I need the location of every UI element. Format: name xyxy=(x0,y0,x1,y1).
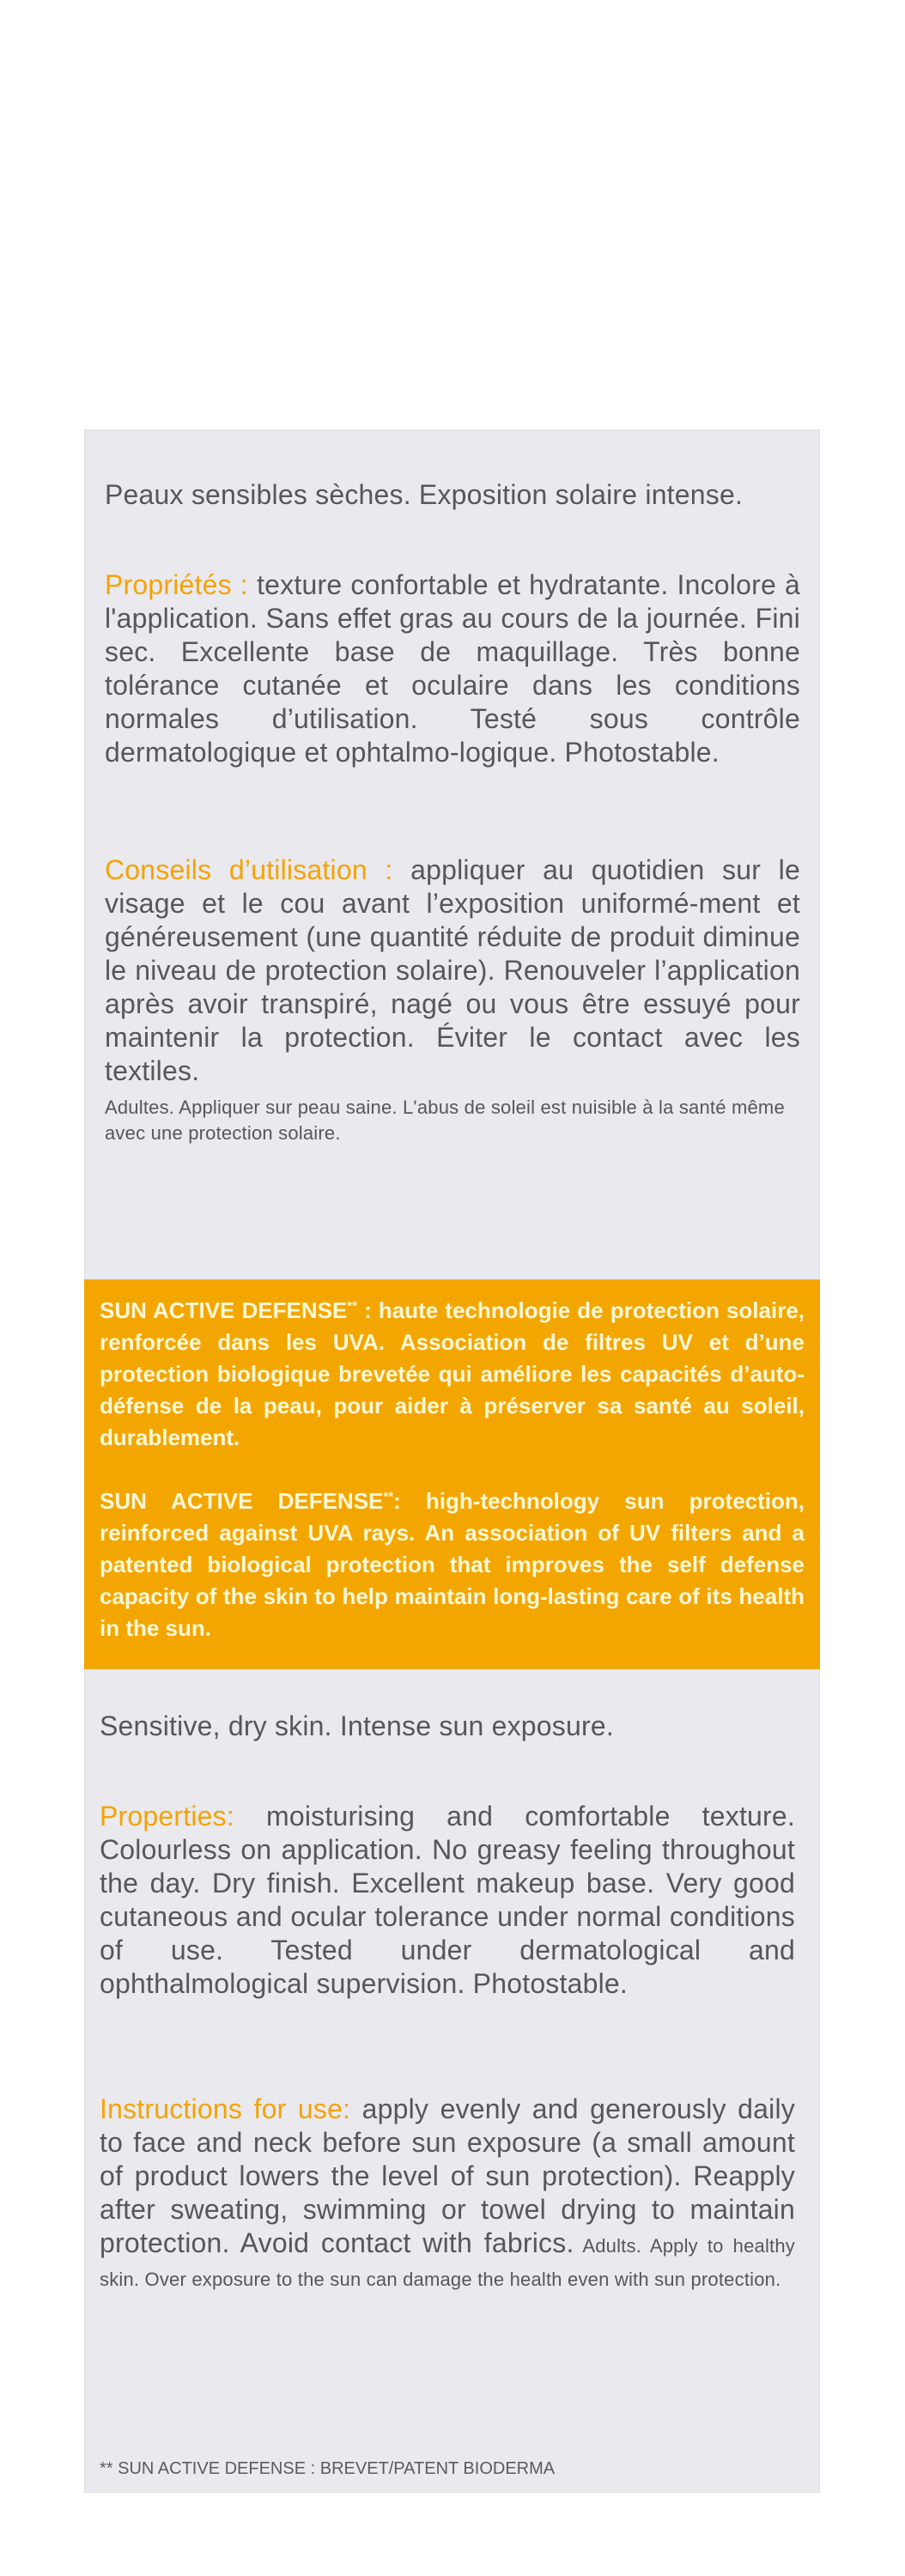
english-skin-type xyxy=(100,1709,795,1743)
english-skin-type-text: Sensitive, dry skin. Intense sun exposure. xyxy=(100,1710,614,1741)
english-usage-label: Instructions for use: xyxy=(100,2093,351,2124)
banner-english-description xyxy=(100,1485,805,1644)
french-skin-type xyxy=(105,477,800,512)
french-usage-text: appliquer au quotidien sur le visage et le cou avant l’exposition uniformé-ment et généreusement (une quantité réduite de produit diminue le niveau de protection solaire). Renouveler l’application après avoir transpiré, nagé ou vous être essuyé pour maintenir la protection. Éviter le contact avec les textiles. xyxy=(105,854,800,1086)
english-properties-text: moisturising and comfortable texture. Colourless on application. No greasy feeling throughout the day. Dry finish. Excellent makeup base. Very good cutaneous and ocular tolerance under normal conditions of use. Tested under dermatological and ophthalmological supervision. Photostable. xyxy=(100,1801,795,1999)
banner-french-brand xyxy=(100,1297,357,1323)
english-warning-text: Adults. Apply to healthy skin. Over exposure to the sun can damage the health even with sun protection. xyxy=(100,2235,795,2290)
patent-footnote-text: ** SUN ACTIVE DEFENSE : BREVET/PATENT BIODERMA xyxy=(100,2459,556,2478)
french-properties-text: texture confortable et hydratante. Incolore à l'application. Sans effet gras au cours de la journée. Fini sec. Excellente base de maquillage. Très bonne tolérance cutanée et oculaire dans les conditions normales d’utilisation. Testé sous contrôle dermatologique et ophtalmo-logique. Photostable. xyxy=(105,569,801,768)
french-properties-block xyxy=(105,568,800,769)
sunscreen-box-panel xyxy=(84,429,820,2493)
french-warning-text: Adultes. Appliquer sur peau saine. L'abus de soleil est nuisible à la santé même avec une protection solaire. xyxy=(105,1097,785,1144)
banner-french-text: : haute technologie de protection solaire, renforcée dans les UVA. Association de filtres UV et d’une protection biologique brevetée qui améliore les capacités d’auto-défense de la peau, pour aider à préserver sa santé au soleil, durablement. xyxy=(100,1297,805,1450)
english-properties-block xyxy=(100,1800,795,2001)
english-usage-block xyxy=(100,2093,795,2293)
english-properties-label: Properties: xyxy=(100,1801,234,1832)
banner-english-text: : high-technology sun protection, reinforced against UVA rays. An association of UV filters and a patented biological protection that improves the self defense capacity of the skin to help maintain long-lasting care of its health in the sun. xyxy=(100,1488,805,1641)
french-properties-label: Propriétés : xyxy=(105,569,249,600)
banner-english-brand xyxy=(100,1488,393,1514)
french-warning xyxy=(105,1095,800,1146)
banner-english-asterisks: ** xyxy=(383,1489,394,1504)
french-skin-type-text: Peaux sensibles sèches. Exposition solaire intense. xyxy=(105,479,744,510)
orange-product-banner xyxy=(84,1279,820,1669)
banner-english-brand-text: SUN ACTIVE DEFENSE xyxy=(100,1488,384,1514)
french-usage-block xyxy=(105,854,800,1088)
banner-french-brand-text: SUN ACTIVE DEFENSE xyxy=(100,1297,348,1323)
patent-footnote xyxy=(100,2458,804,2480)
french-usage-label: Conseils d’utilisation : xyxy=(105,854,393,885)
english-usage-text: apply evenly and generously daily to face and neck before sun exposure (a small amount of product lowers the level of sun protection). Reapply after sweating, swimming or towel drying to maintain protection. Avoid contact with fabrics. xyxy=(100,2093,795,2258)
banner-french-description xyxy=(100,1295,805,1454)
banner-french-asterisks: ** xyxy=(347,1298,357,1314)
